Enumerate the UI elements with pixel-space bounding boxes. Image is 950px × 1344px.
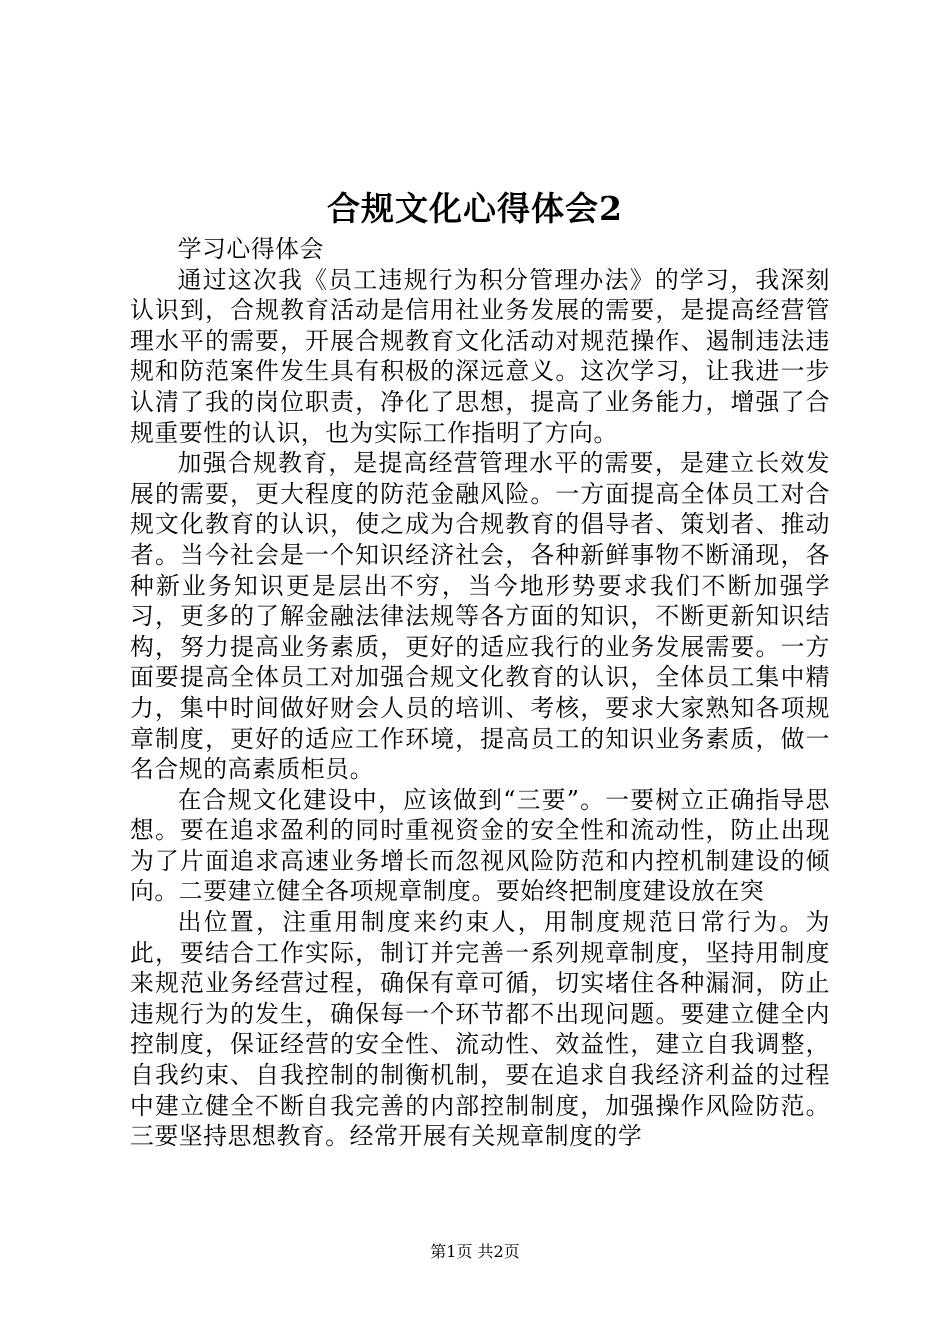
paragraph: 加强合规教育，是提高经营管理水平的需要，是建立长效发展的需要，更大程度的防范金融风险。一方面提高全体员工对合规文化教育的认识，使之成为合规教育的倡导者、策划者、推动者。当今社会是一个知识经济社会，各种新鲜事物不断涌现，各种新业务知识更是层出不穷，当今地形势要求我们不断加强学习，更多的了解金融法律法规等各方面的知识，不断更新知识结构，努力提高业务素质，更好的适应我行的业务发展需要。一方面要提高全体员工对加强合规文化教育的认识，全体员工集中精力，集中时间做好财会人员的培训、考核，要求大家熟知各项规章制度，更好的适应工作环境，提高员工的知识业务素质，做一名合规的高素质柜员。 [130,449,830,784]
document-subtitle: 学习心得体会 [177,235,324,263]
paragraph: 出位置，注重用制度来约束人，用制度规范日常行为。为此，要结合工作实际，制订并完善一系列规章制度，坚持用制度来规范业务经营过程，确保有章可循，切实堵住各种漏洞，防止违规行为的发生，确保每一个环节都不出现问题。要建立健全内控制度，保证经营的安全性、流动性、效益性，建立自我调整，自我约束、自我控制的制衡机制，要在追求自我经济利益的过程中建立健全不断自我完善的内部控制制度，加强操作风险防范。三要坚持思想教育。经常开展有关规章制度的学 [130,908,830,1151]
document-title: 合规文化心得体会2 [327,189,623,228]
paragraph: 在合规文化建设中，应该做到“三要”。一要树立正确指导思想。要在追求盈利的同时重视资金的安全性和流动性，防止出现为了片面追求高速业务增长而忽视风险防范和内控机制建设的倾向。二要建立健全各项规章制度。要始终把制度建设放在突 [130,785,830,906]
paragraph: 通过这次我《员工违规行为积分管理办法》的学习，我深刻认识到，合规教育活动是信用社业务发展的需要，是提高经营管理水平的需要，开展合规教育文化活动对规范操作、遏制违法违规和防范案件发生具有积极的深远意义。这次学习，让我进一步认清了我的岗位职责，净化了思想，提高了业务能力，增强了合规重要性的认识，也为实际工作指明了方向。 [130,265,830,447]
document-body [130,234,830,1152]
page-footer: 第1页 共2页 [430,1242,520,1261]
